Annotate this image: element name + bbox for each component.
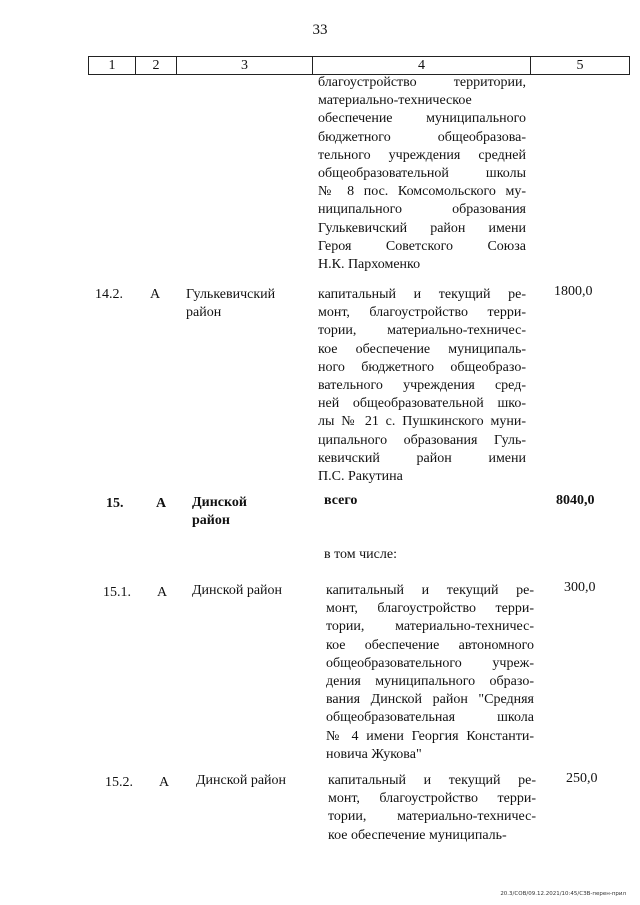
row-amount: 8040,0: [556, 493, 595, 508]
description-line: лы № 21 с. Пушкинского муни-: [318, 414, 526, 430]
row-category: А: [159, 775, 170, 790]
row-district: Динской район: [196, 773, 287, 788]
description-line: монт, благоустройство терри-: [318, 305, 526, 321]
header-cell-1: 1: [89, 57, 136, 74]
table-header-row: [88, 56, 630, 75]
row-category: А: [150, 287, 161, 302]
description-line: Героя Советского Союза: [318, 238, 526, 254]
description-line: дения муниципального образо-: [326, 674, 534, 690]
header-cell-5: 5: [576, 58, 584, 73]
row-category: А: [157, 585, 168, 600]
row-number: 15.: [106, 496, 124, 511]
row-amount: 300,0: [564, 580, 596, 595]
description-line: № 4 имени Георгия Константи-: [326, 728, 534, 744]
description-line: капитальный и текущий ре-: [318, 287, 526, 302]
row-district: район: [192, 513, 230, 528]
description-line: кое обеспечение муниципаль-: [328, 827, 507, 843]
description-line: благоустройство территории,: [318, 75, 526, 90]
row-district: Динской: [192, 495, 247, 510]
page-number: 33: [312, 22, 328, 38]
row-number: 15.2.: [105, 775, 133, 790]
description-line: бюджетного общеобразова-: [318, 129, 526, 145]
description-line: монт, благоустройство терри-: [326, 601, 534, 617]
row-district: Динской район: [192, 583, 283, 598]
description-line: общеобразовательной школы: [318, 166, 526, 182]
row-district: Гулькевичский: [186, 287, 276, 302]
description-line: кое обеспечение муниципаль-: [318, 341, 526, 357]
description-line: тельного учреждения средней: [318, 147, 526, 163]
row-description: [326, 582, 534, 764]
description-line: вания Динской район "Средняя: [326, 692, 534, 708]
row-description: [318, 286, 526, 486]
header-cell-4: 4: [313, 57, 531, 74]
description-line: Гулькевичский район имени: [318, 220, 526, 236]
row-amount: 250,0: [566, 771, 598, 786]
row-category: А: [156, 496, 167, 511]
description-line: кое обеспечение автономного: [326, 637, 534, 653]
description-line: материально-техническое: [318, 93, 472, 109]
header-cell-2: 2: [136, 57, 177, 74]
description-line: № 8 пос. Комсомольского му-: [318, 184, 526, 200]
description-line: ного бюджетного общеобразо-: [318, 359, 526, 375]
description-line: монт, благоустройство терри-: [328, 791, 536, 807]
description-line: новича Жукова": [326, 746, 422, 762]
row-note: в том числе:: [324, 547, 397, 562]
description-line: ципального образования Гуль-: [318, 432, 526, 448]
description-line: Н.К. Пархоменко: [318, 257, 421, 273]
row-number: 14.2.: [95, 287, 123, 302]
row-description: всего: [324, 493, 358, 508]
row-district: район: [186, 305, 222, 320]
description-line: общеобразовательная школа: [326, 710, 534, 726]
description-line: капитальный и текущий ре-: [326, 583, 534, 598]
description-line: тории, материально-техничес-: [318, 323, 526, 339]
row-description: [328, 772, 536, 845]
description-line: общеобразовательного учреж-: [326, 655, 534, 671]
description-line: тории, материально-техничес-: [328, 809, 536, 825]
description-line: капитальный и текущий ре-: [328, 773, 536, 788]
description-line: тории, материально-техничес-: [326, 619, 534, 635]
description-line: П.С. Ракутина: [318, 469, 403, 485]
description-line: вательного учреждения сред-: [318, 378, 526, 394]
description-line: ниципального образования: [318, 202, 526, 218]
description-line: кевичский район имени: [318, 450, 526, 466]
row-number: 15.1.: [103, 585, 131, 600]
description-line: обеспечение муниципального: [318, 111, 526, 127]
description-line: ней общеобразовательной шко-: [318, 396, 526, 412]
row-amount: 1800,0: [554, 284, 593, 299]
document-footer-code: 20.3/СОВ/09.12.2021/10:45/СЗВ-перен-прил: [500, 891, 626, 897]
continuation-description: [318, 74, 526, 274]
header-cell-3: 3: [177, 57, 313, 74]
